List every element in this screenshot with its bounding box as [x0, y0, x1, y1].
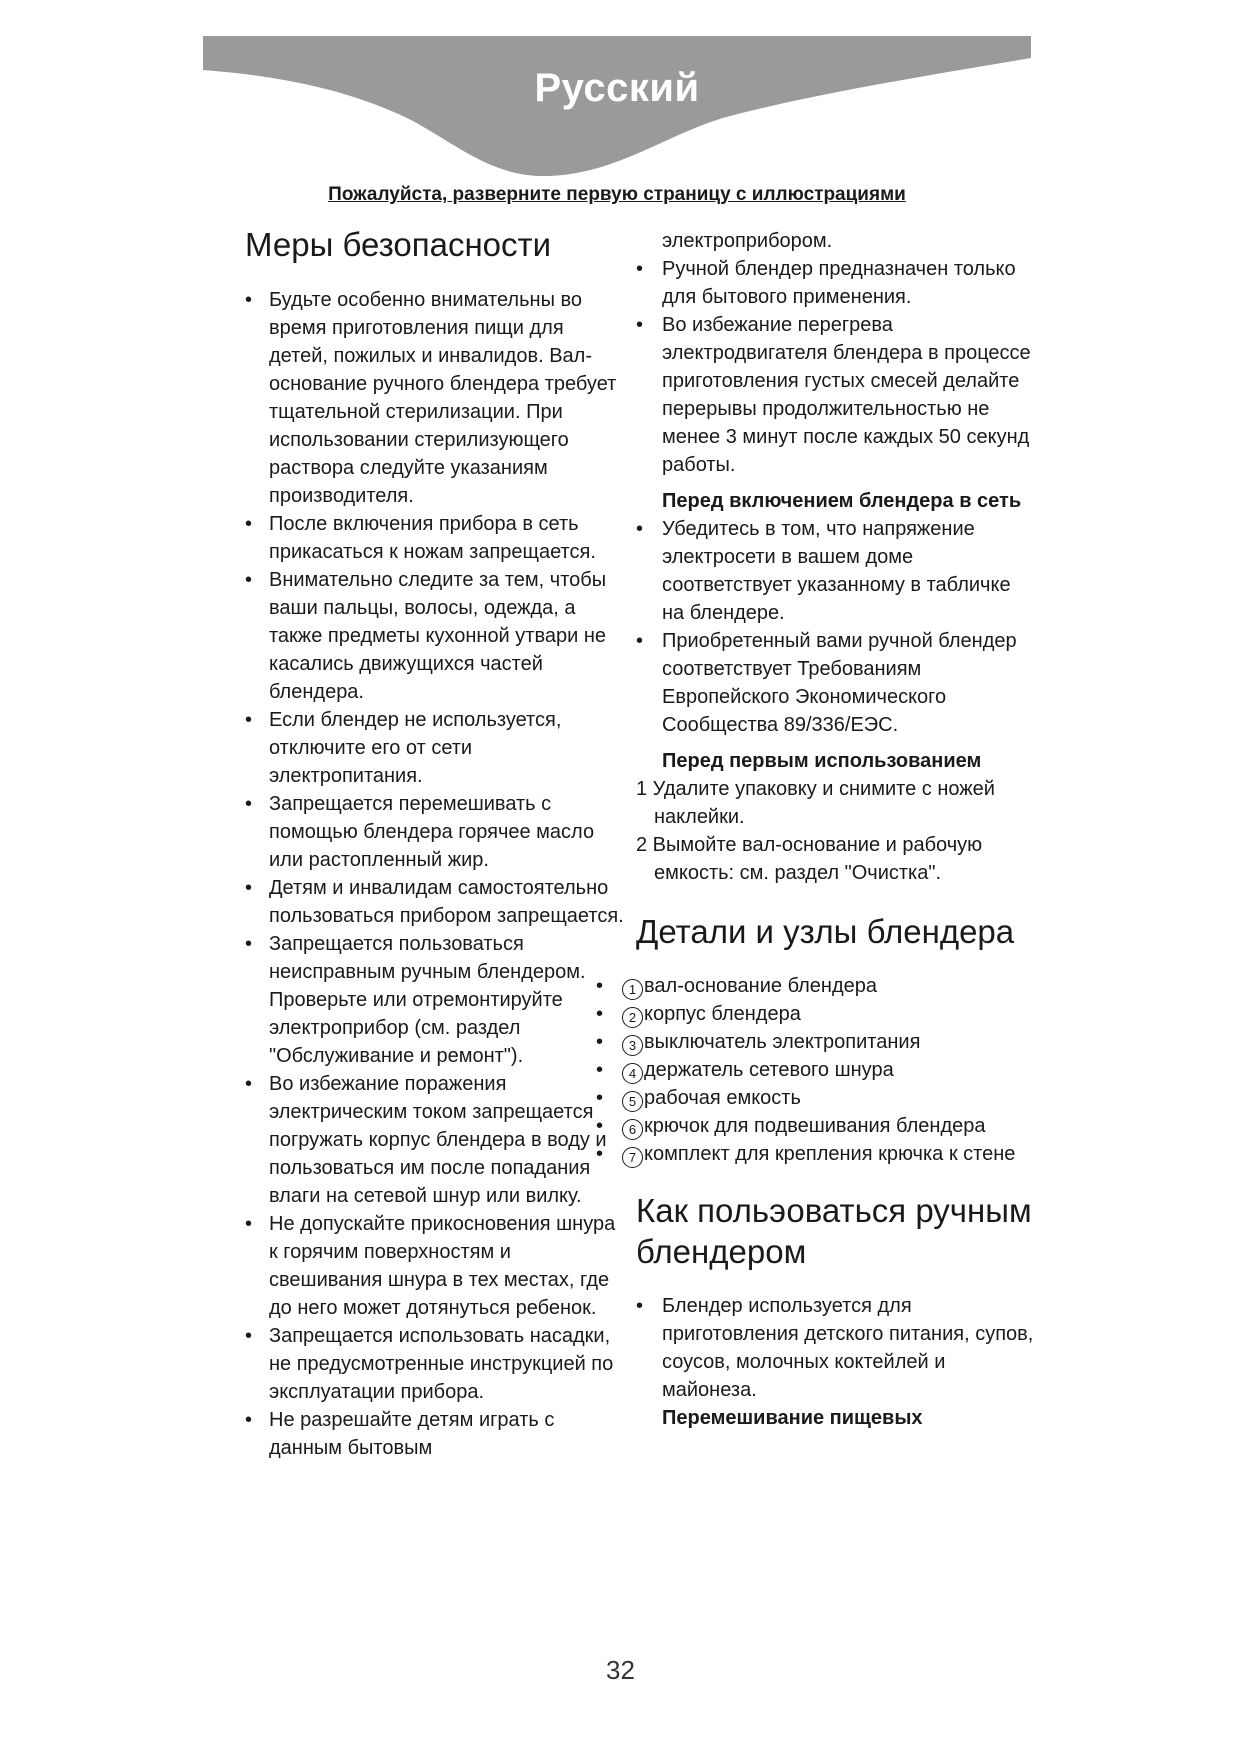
parts-list — [628, 972, 1036, 1168]
list-item: • Приобретенный вами ручной блендер соответствует Требованиям Европейского Экономического Сообщества 89/336/ЕЭС. — [636, 627, 1036, 739]
list-item: • Убедитесь в том, что напряжение электросети в вашем доме соответствует указанному в табличке на блендере. — [636, 515, 1036, 627]
usage-list — [636, 1292, 1036, 1404]
safety-list-continued — [636, 255, 1036, 479]
step-item: 2 Вымойте вал-основание и рабочую емкость: см. раздел "Очистка". — [636, 834, 983, 884]
part-label: корпус блендера — [644, 1003, 801, 1025]
list-item: • Во избежание перегрева электродвигателя блендера в процессе приготовления густых смесей делайте перерывы продолжительностью не менее 3 минут после каждых 50 секунд работы. — [636, 311, 1036, 479]
part-number-badge: 3 — [622, 1035, 643, 1056]
list-item: • Ручной блендер предназначен только для бытового применения. — [636, 255, 1036, 311]
part-label: выключатель электропитания — [644, 1031, 921, 1053]
list-item: • Внимательно следите за тем, чтобы ваши пальцы, волосы, одежда, а также предметы кухонной утвари не касались движущихся частей блендера. — [245, 566, 625, 706]
list-item: • После включения прибора в сеть прикасаться к ножам запрещается. — [245, 510, 625, 566]
list-item: • Не допускайте прикосновения шнура к горячим поверхностям и свешивания шнура в тех местах, где до него может дотянуться ребенок. — [245, 1210, 625, 1322]
first-use-heading: Перед первым использованием — [662, 750, 982, 772]
part-number-badge: 1 — [622, 979, 643, 1000]
safety-list — [245, 286, 625, 1462]
part-item — [628, 1056, 1036, 1084]
step-item: 1 Удалите упаковку и снимите с ножей наклейки. — [636, 778, 995, 828]
continued-text: электроприбором. — [662, 230, 833, 252]
part-label: крючок для подвешивания блендера — [644, 1115, 986, 1137]
part-item — [628, 1140, 1036, 1168]
first-use-steps — [636, 775, 1036, 887]
safety-heading: Меры безопасности — [245, 226, 552, 263]
part-label: комплект для крепления крючка к стене — [644, 1143, 1016, 1165]
part-item — [628, 972, 1036, 1000]
part-label: держатель сетевого шнура — [644, 1059, 894, 1081]
list-item: • Во избежание поражения электрическим током запрещается погружать корпус блендера в воду и пользоваться им после попадания влаги на сетевой шнур или вилку. — [245, 1070, 625, 1210]
list-item: • Запрещается пользоваться неисправным ручным блендером. Проверьте или отремонтируйте электроприбор (см. раздел "Обслуживание и ремонт"). — [245, 930, 625, 1070]
part-item — [628, 1028, 1036, 1056]
part-number-badge: 6 — [622, 1119, 643, 1140]
left-column — [245, 224, 625, 1462]
before-plug-heading: Перед включением блендера в сеть — [662, 490, 1022, 512]
mixing-heading: Перемешивание пищевых — [662, 1407, 923, 1429]
language-title: Русский — [534, 66, 700, 110]
part-item — [628, 1084, 1036, 1112]
language-header-band — [203, 36, 1031, 176]
part-number-badge: 4 — [622, 1063, 643, 1084]
usage-heading: Как польэоваться ручным блендером — [636, 1192, 1032, 1270]
illustrations-note: Пожалуйста, разверните первую страницу с иллюстрациями — [328, 184, 906, 205]
list-item: • Будьте особенно внимательны во время приготовления пищи для детей, пожилых и инвалидов. Вал-основание ручного блендера требует тщательной стерилизации. При использовании стерилизующего раствора следуйте указаниям производителя. — [245, 286, 625, 510]
list-item: • Запрещается использовать насадки, не предусмотренные инструкцией по эксплуатации прибора. — [245, 1322, 625, 1406]
parts-heading: Детали и узлы блендера — [636, 913, 1015, 950]
part-label: рабочая емкость — [644, 1087, 801, 1109]
page-number: 32 — [606, 1655, 635, 1685]
list-item: • Детям и инвалидам самостоятельно пользоваться прибором запрещается. — [245, 874, 625, 930]
list-item: • Блендер используется для приготовления детского питания, супов, соусов, молочных коктейлей и майонеза. — [636, 1292, 1036, 1404]
right-column — [628, 227, 1036, 1432]
list-item: • Не разрешайте детям играть с данным бытовым — [245, 1406, 625, 1462]
part-item — [628, 1000, 1036, 1028]
list-item: • Если блендер не используется, отключите его от сети электропитания. — [245, 706, 625, 790]
before-plug-list — [636, 515, 1036, 739]
part-number-badge: 2 — [622, 1007, 643, 1028]
part-label: вал-основание блендера — [644, 975, 877, 997]
part-number-badge: 7 — [622, 1147, 643, 1168]
part-item — [628, 1112, 1036, 1140]
part-number-badge: 5 — [622, 1091, 643, 1112]
list-item: • Запрещается перемешивать с помощью блендера горячее масло или растопленный жир. — [245, 790, 625, 874]
